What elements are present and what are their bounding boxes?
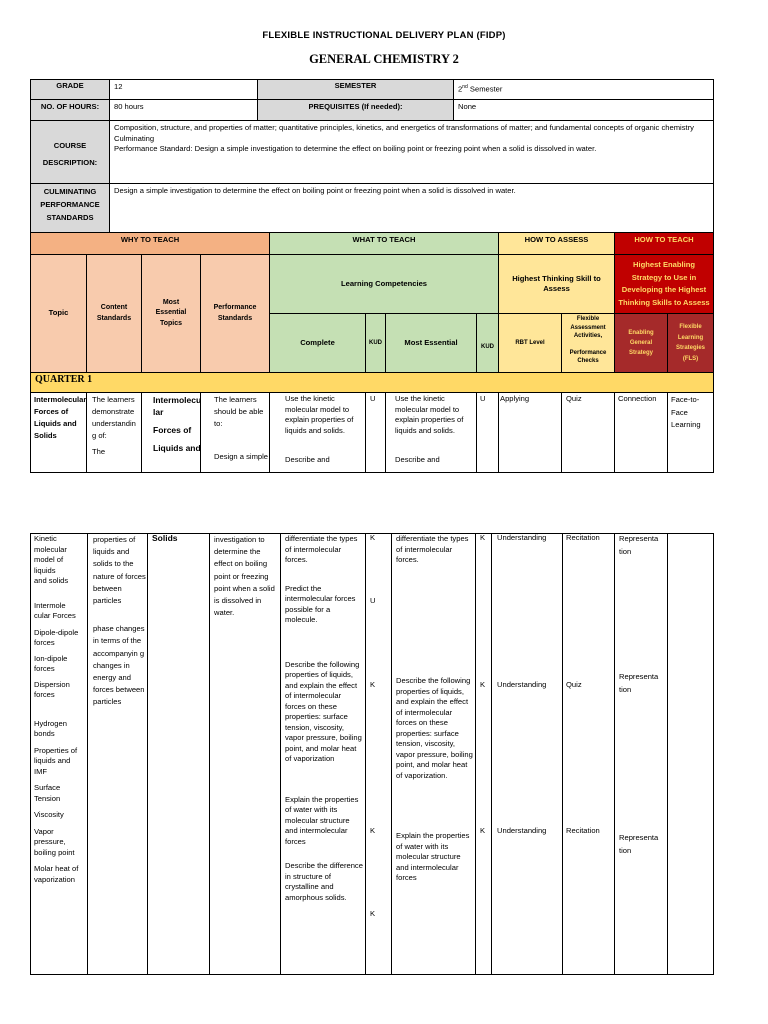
page2-content: properties of liquids and solids to the nature of forces between particles phase changes in terms of the accompanyin g changes in energy and forces between particles [93, 535, 146, 707]
culminating-label: CULMINATING PERFORMANCE STANDARDS [30, 183, 110, 233]
row1-strategy: Connection [618, 394, 657, 403]
kud1-k2: K [370, 680, 376, 689]
col-topic: Topic [30, 254, 87, 373]
document-title: FLEXIBLE INSTRUCTIONAL DELIVERY PLAN (FIDP) [262, 30, 506, 41]
col-learning-competencies: Learning Competencies [269, 254, 499, 314]
rbt-3: Understanding [497, 826, 547, 835]
list-item: Intermole cular Forces [34, 600, 76, 620]
kud1-k1: K [370, 533, 376, 542]
list-item: Dispersion forces [34, 679, 70, 699]
col-kud1: KUD [365, 313, 386, 373]
list-item: Properties of liquids and IMF [34, 745, 78, 776]
prereq-value: None [453, 99, 714, 121]
col-complete: Complete [269, 313, 366, 373]
col-highest-enabling: Highest Enabling Strategy to Use in Developing the Highest Thinking Skills to Assess [614, 254, 714, 314]
col-most-essential-topics: Most Essential Topics [141, 254, 201, 373]
col-kud2: KUD [476, 313, 499, 373]
section-assess: HOW TO ASSESS [498, 232, 615, 255]
col-flexible-learning: Flexible Learning Strategies (FLS) [667, 313, 714, 373]
page2-me-3: Explain the properties of water with its molecular structure and intermolecular forces [396, 831, 470, 882]
list-item: Explain the properties of water with its molecular structure and intermolecular forces [285, 794, 359, 846]
kud2-1: K [480, 533, 486, 542]
row1-most-essential: Use the kinetic molecular model to explain properties of liquids and solids. Describe and [395, 394, 464, 464]
row1-assessment: Quiz [566, 394, 582, 403]
col-rbt: RBT Level [498, 313, 562, 373]
row1-kud1: U [370, 394, 376, 403]
list-item: Viscosity [34, 810, 64, 819]
course-description: Composition, structure, and properties of matter; quantitative principles, kinetics, and energetics of transformations of matter; and fundamental concepts of organic chemistry Culminating Performance Standard: Design a simple investigation to determine the effect on boiling point or freezing point when a solid is dissolved in water. [109, 120, 714, 184]
row1-most-essential-topic: Intermolecu lar Forces of Liquids and [153, 395, 202, 453]
row1-kud2: U [480, 394, 486, 403]
row1-complete: Use the kinetic molecular model to explain properties of liquids and solids. Describe and [285, 394, 354, 464]
list-item: Ion-dipole forces [34, 653, 68, 673]
rbt-2: Understanding [497, 680, 547, 689]
grade-label: GRADE [30, 79, 110, 100]
list-item: Predict the intermolecular forces possible for a molecule. [285, 583, 356, 624]
prereq-label: PREQUISITES (If needed): [257, 99, 454, 121]
list-item: Kinetic molecular model of liquids and solids [34, 534, 69, 585]
assess-3: Recitation [566, 826, 600, 835]
assess-2: Quiz [566, 680, 582, 689]
semester-value: 2nd Semester [453, 79, 714, 100]
page2-topic-list [34, 534, 86, 885]
row1-rbt: Applying [500, 394, 530, 403]
page2-me-2: Describe the following properties of liquids, and explain the effect of intermolecular forces on these properties: surface tension, viscosity, vapor pressure, boiling point, and molar heat of vaporization. [396, 676, 473, 780]
list-item: Surface Tension [34, 783, 61, 803]
culminating-value: Design a simple investigation to determine the effect on boiling point or freezing point when a solid is dissolved in water. [109, 183, 714, 233]
kud1-u: U [370, 596, 376, 605]
quarter-label: QUARTER 1 [30, 372, 714, 393]
hours-label: NO. OF HOURS: [30, 99, 110, 121]
row1-performance: The learners should be able to: Design a simple [214, 395, 269, 461]
list-item: Molar heat of vaporization [34, 864, 79, 884]
document-subtitle: GENERAL CHEMISTRY 2 [309, 52, 459, 66]
kud2-3: K [480, 826, 486, 835]
rbt-1: Understanding [497, 533, 547, 542]
course-label: COURSE DESCRIPTION: [30, 120, 110, 184]
col-flexible-assessment: Flexible Assessment Activities, Performance Checks [561, 313, 615, 373]
strategy-1: Representa tion [619, 534, 659, 556]
section-teach: HOW TO TEACH [614, 232, 714, 255]
assess-1: Recitation [566, 533, 600, 542]
page2-me-1: differentiate the types of intermolecular forces. [396, 534, 469, 564]
strategy-3: Representa tion [619, 833, 659, 855]
list-item: Describe the difference in structure of crystalline and amorphous solids. [285, 861, 363, 902]
strategy-2: Representa tion [619, 672, 659, 694]
kud2-2: K [480, 680, 486, 689]
list-item: Dipole-dipole forces [34, 627, 79, 647]
kud1-k3: K [370, 826, 376, 835]
col-enabling-general: Enabling General Strategy [614, 313, 668, 373]
hours-value: 80 hours [109, 99, 258, 121]
page2-most-essential-topic: Solids [152, 533, 178, 543]
col-highest-thinking: Highest Thinking Skill to Assess [498, 254, 615, 314]
list-item: differentiate the types of intermolecular forces. [285, 534, 358, 564]
section-what: WHAT TO TEACH [269, 232, 499, 255]
row1-topic: Intermolecular Forces of Liquids and Solids [34, 395, 87, 440]
page2-performance: investigation to determine the effect on boiling point or freezing point when a solid is dissolved in water. [214, 535, 275, 618]
semester-label: SEMESTER [257, 79, 454, 100]
col-most-essential: Most Essential [385, 313, 477, 373]
section-why: WHY TO TEACH [30, 232, 270, 255]
list-item: Vapor pressure, boiling point [34, 826, 75, 857]
col-performance-standards: Performance Standards [200, 254, 270, 373]
list-item: Hydrogen bonds [34, 718, 67, 738]
row1-fls: Face-to-Face Learning [671, 395, 701, 429]
col-content-standards: Content Standards [86, 254, 142, 373]
row1-content: The learners demonstrate understandin g of: The [92, 395, 136, 456]
grade-value: 12 [109, 79, 258, 100]
kud1-k4: K [370, 909, 376, 918]
page2-complete [285, 534, 363, 903]
list-item: Describe the following properties of liquids, and explain the effect of intermolecular forces on these properties: surface tension, viscosity, vapor pressure, boiling point, and molar heat of vaporization [285, 659, 362, 763]
